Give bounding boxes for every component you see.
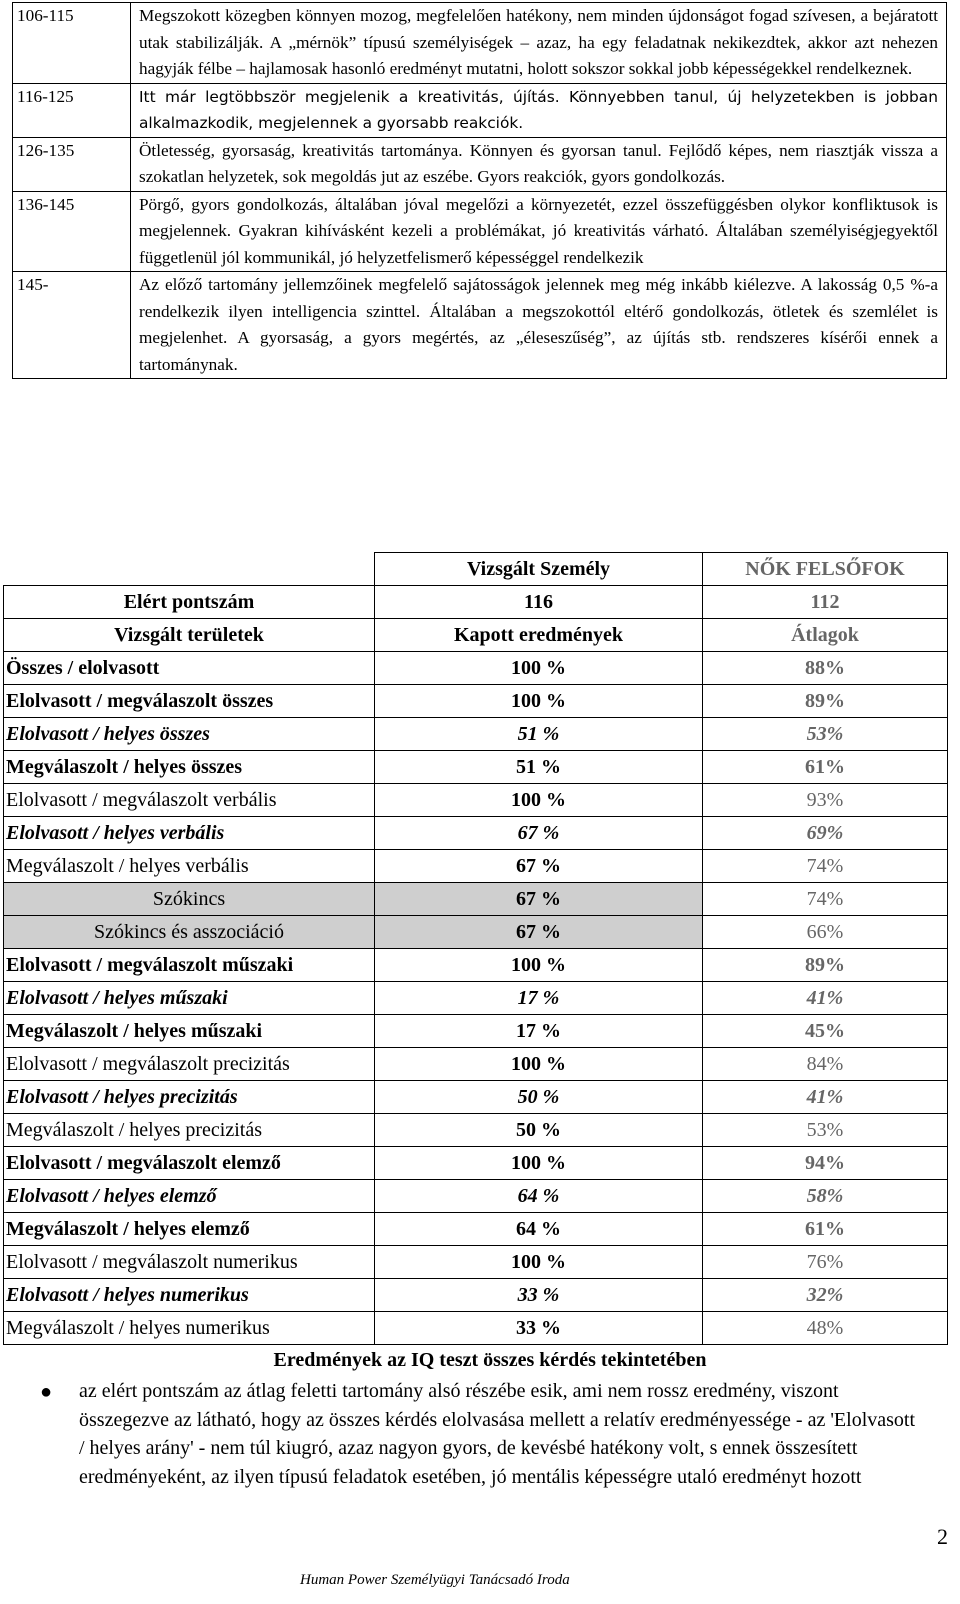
table-row [4,817,948,850]
row-label: Elolvasott / helyes összes [4,718,375,751]
row-label: Elolvasott / helyes numerikus [4,1279,375,1312]
row-label: Elolvasott / helyes műszaki [4,982,375,1015]
row-value: 100 % [375,1048,703,1081]
row-label: Megválaszolt / helyes műszaki [4,1015,375,1048]
row-value: 67 % [375,850,703,883]
row-value: 64 % [375,1213,703,1246]
row-value: 100 % [375,652,703,685]
range-description: Itt már legtöbbször megjelenik a kreativitás, újítás. Könnyebben tanul, új helyzetekben is jobban alkalmazkodik, megjelennek a gyorsabb reakciók. [131,83,947,137]
table-row [4,1015,948,1048]
row-average: 41% [703,1081,948,1114]
range-description: Ötletesség, gyorsaság, kreativitás tartománya. Könnyen és gyorsan tanul. Fejlődő képes, nem riasztják vissza a szokatlan helyzetek, sok megoldás jut az eszébe. Gyors reakciók, gyors gondolkozás. [131,137,947,191]
row-label: Megválaszolt / helyes összes [4,751,375,784]
row-label: Elolvasott / helyes verbális [4,817,375,850]
row-label: Elolvasott / helyes elemző [4,1180,375,1213]
table-row [4,949,948,982]
row-average: 84% [703,1048,948,1081]
row-value: 67 % [375,817,703,850]
table-row [4,1081,948,1114]
row-average: 61% [703,751,948,784]
row-average: 76% [703,1246,948,1279]
row-value: 50 % [375,1081,703,1114]
row-average: 74% [703,883,948,916]
range-row [13,83,947,137]
score-avg: 112 [703,586,948,619]
row-value: 67 % [375,883,703,916]
score-value: 116 [375,586,703,619]
range-value: 145- [13,272,131,379]
row-label: Elolvasott / megválaszolt verbális [4,784,375,817]
range-value: 106-115 [13,3,131,84]
table-row [4,652,948,685]
table-row [4,1312,948,1345]
table-row [4,883,948,916]
row-label: Elolvasott / megválaszolt összes [4,685,375,718]
score-row [4,586,948,619]
table-row [4,982,948,1015]
table-row [4,751,948,784]
table-row [4,1114,948,1147]
range-description: Megszokott közegben könnyen mozog, megfelelően hatékony, nem minden újdonságot fogad szívesen, a bejáratott utak stabilizálják. A „mérnök” típusú személyiségek – azaz, ha egy feladatnak nekikezdtek, akkor azt nehezen hagyják félbe – hajlamosak hasonló eredményt mutatni, holott sokszor sokkal jobb képességekkel rendelkeznek. [131,3,947,84]
table-row [4,1180,948,1213]
row-value: 17 % [375,982,703,1015]
range-description: Az előző tartomány jellemzőinek megfelelő sajátosságok jelennek meg még inkább kiélezve. A lakosság 0,5 %-a rendelkezik ilyen intelligencia szinttel. Általában a megszokottól eltérő gondolkozás, ötletek és szemlélet is megjelenhet. A gyorsaság, a gyors megértés, az „éleseszűség”, az újítás stb. rendszeres kísérői ennek a tartománynak. [131,272,947,379]
summary-text: az elért pontszám az átlag feletti tartomány alsó részébe esik, ami nem rossz eredmény, viszont összegezve az látható, hogy az összes kérdés elolvasása mellett a relatív eredményessége - az 'Elolvasott / helyes arány' - nem túl kiugró, azaz nagyon gyors, de kevésbé hatékony volt, s ennek összesített eredményeként, az ilyen típusú feladatok esetében, jó mentális képességre utaló eredményt hozott [79,1380,916,1488]
table-row [4,1279,948,1312]
result-label: Kapott eredmények [375,619,703,652]
row-average: 58% [703,1180,948,1213]
row-label: Szókincs [4,883,375,916]
table-row [4,784,948,817]
row-label: Összes / elolvasott [4,652,375,685]
range-value: 126-135 [13,137,131,191]
header-person: Vizsgált Személy [375,553,703,586]
row-average: 66% [703,916,948,949]
row-label: Elolvasott / helyes precizitás [4,1081,375,1114]
avg-label: Átlagok [703,619,948,652]
row-average: 32% [703,1279,948,1312]
row-value: 67 % [375,916,703,949]
row-average: 48% [703,1312,948,1345]
header-group: NŐK FELSŐFOK [703,553,948,586]
row-label: Elolvasott / megválaszolt numerikus [4,1246,375,1279]
row-value: 50 % [375,1114,703,1147]
row-label: Megválaszolt / helyes elemző [4,1213,375,1246]
row-average: 53% [703,718,948,751]
iq-range-table [12,2,947,379]
row-label: Megválaszolt / helyes precizitás [4,1114,375,1147]
row-average: 41% [703,982,948,1015]
results-table [3,552,948,1345]
row-average: 89% [703,685,948,718]
table-row [4,1048,948,1081]
table-row [4,718,948,751]
row-value: 33 % [375,1312,703,1345]
page-number: 2 [937,1524,948,1549]
footer: Human Power Személyügyi Tanácsadó Iroda [300,1572,570,1588]
row-average: 53% [703,1114,948,1147]
table-row [4,685,948,718]
row-average: 89% [703,949,948,982]
results-header-row [4,553,948,586]
row-average: 88% [703,652,948,685]
row-average: 45% [703,1015,948,1048]
row-value: 64 % [375,1180,703,1213]
range-row [13,137,947,191]
table-row [4,1213,948,1246]
summary-title: Eredmények az IQ teszt összes kérdés tekintetében [273,1349,707,1371]
row-label: Szókincs és asszociáció [4,916,375,949]
row-value: 100 % [375,784,703,817]
table-row [4,916,948,949]
row-average: 69% [703,817,948,850]
row-value: 33 % [375,1279,703,1312]
row-label: Elolvasott / megválaszolt precizitás [4,1048,375,1081]
table-row [4,1246,948,1279]
row-value: 100 % [375,1246,703,1279]
row-label: Elolvasott / megválaszolt elemző [4,1147,375,1180]
score-label: Elért pontszám [4,586,375,619]
row-label: Elolvasott / megválaszolt műszaki [4,949,375,982]
row-average: 74% [703,850,948,883]
range-row [13,191,947,272]
column-header-row [4,619,948,652]
area-label: Vizsgált területek [4,619,375,652]
row-label: Megválaszolt / helyes numerikus [4,1312,375,1345]
table-row [4,850,948,883]
bullet-icon: ● [40,1381,53,1403]
range-value: 136-145 [13,191,131,272]
row-value: 100 % [375,949,703,982]
row-value: 51 % [375,751,703,784]
table-row [4,1147,948,1180]
range-value: 116-125 [13,83,131,137]
range-description: Pörgő, gyors gondolkozás, általában jóval megelőzi a környezetét, ezzel összefüggésben olykor konfliktusok is megjelennek. Gyakran kihívásként kezeli a problémákat, jó kreativitás várható. Általában személyiségjegyektől függetlenül jól kommunikál, jó helyzetfelismerő képességgel rendelkezik [131,191,947,272]
range-row [13,3,947,84]
row-average: 94% [703,1147,948,1180]
row-value: 51 % [375,718,703,751]
row-average: 61% [703,1213,948,1246]
row-value: 17 % [375,1015,703,1048]
row-value: 100 % [375,1147,703,1180]
row-label: Megválaszolt / helyes verbális [4,850,375,883]
range-row [13,272,947,379]
row-average: 93% [703,784,948,817]
row-value: 100 % [375,685,703,718]
